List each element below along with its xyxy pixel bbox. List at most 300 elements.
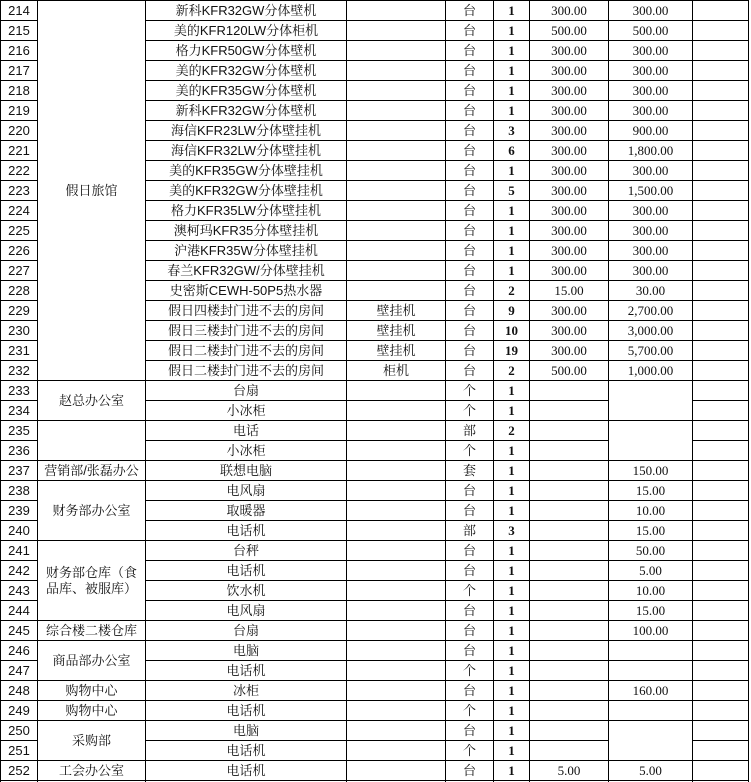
extra-cell[interactable] (693, 301, 749, 321)
qty-cell[interactable]: 1 (494, 261, 530, 281)
extra-cell[interactable] (693, 121, 749, 141)
unit-price-cell[interactable]: 500.00 (530, 361, 609, 381)
type-cell[interactable] (347, 161, 446, 181)
row-number-cell[interactable]: 214 (1, 1, 38, 21)
qty-cell[interactable]: 1 (494, 221, 530, 241)
unit-price-cell[interactable]: 300.00 (530, 141, 609, 161)
unit-cell[interactable]: 台 (446, 361, 494, 381)
row-number-cell[interactable]: 216 (1, 41, 38, 61)
unit-cell[interactable]: 个 (446, 381, 494, 401)
unit-price-cell[interactable]: 300.00 (530, 221, 609, 241)
total-cell[interactable]: 300.00 (609, 1, 693, 21)
total-cell[interactable]: 300.00 (609, 241, 693, 261)
type-cell[interactable] (347, 121, 446, 141)
extra-cell[interactable] (693, 441, 749, 461)
unit-price-cell[interactable] (530, 461, 609, 481)
type-cell[interactable] (347, 401, 446, 421)
item-cell[interactable]: 电风扇 (146, 481, 347, 501)
qty-cell[interactable]: 2 (494, 421, 530, 441)
total-cell[interactable]: 50.00 (609, 541, 693, 561)
extra-cell[interactable] (693, 681, 749, 701)
item-cell[interactable]: 电脑 (146, 721, 347, 741)
row-number-cell[interactable]: 221 (1, 141, 38, 161)
item-cell[interactable]: 海信KFR32LW分体壁挂机 (146, 141, 347, 161)
item-cell[interactable]: 史密斯CEWH-50P5热水器 (146, 281, 347, 301)
unit-price-cell[interactable]: 300.00 (530, 61, 609, 81)
unit-price-cell[interactable]: 300.00 (530, 321, 609, 341)
type-cell[interactable]: 壁挂机 (347, 301, 446, 321)
item-cell[interactable]: 电话机 (146, 521, 347, 541)
location-cell[interactable]: 假日旅馆 (38, 1, 146, 381)
unit-cell[interactable]: 部 (446, 521, 494, 541)
extra-cell[interactable] (693, 601, 749, 621)
total-cell[interactable]: 30.00 (609, 281, 693, 301)
type-cell[interactable] (347, 141, 446, 161)
unit-cell[interactable]: 台 (446, 81, 494, 101)
item-cell[interactable]: 取暖器 (146, 501, 347, 521)
unit-price-cell[interactable]: 300.00 (530, 81, 609, 101)
type-cell[interactable] (347, 221, 446, 241)
unit-price-cell[interactable]: 300.00 (530, 1, 609, 21)
row-number-cell[interactable]: 219 (1, 101, 38, 121)
type-cell[interactable] (347, 21, 446, 41)
row-number-cell[interactable]: 215 (1, 21, 38, 41)
unit-cell[interactable]: 台 (446, 221, 494, 241)
row-number-cell[interactable]: 250 (1, 721, 38, 741)
item-cell[interactable]: 电话机 (146, 661, 347, 681)
extra-cell[interactable] (693, 1, 749, 21)
type-cell[interactable]: 柜机 (347, 361, 446, 381)
extra-cell[interactable] (693, 661, 749, 681)
item-cell[interactable]: 假日二楼封门进不去的房间 (146, 341, 347, 361)
qty-cell[interactable]: 10 (494, 321, 530, 341)
unit-cell[interactable]: 台 (446, 201, 494, 221)
item-cell[interactable]: 电脑 (146, 641, 347, 661)
row-number-cell[interactable]: 224 (1, 201, 38, 221)
type-cell[interactable] (347, 761, 446, 781)
total-cell[interactable]: 300.00 (609, 261, 693, 281)
unit-cell[interactable]: 台 (446, 21, 494, 41)
unit-price-cell[interactable]: 5.00 (530, 761, 609, 781)
unit-cell[interactable]: 台 (446, 621, 494, 641)
row-number-cell[interactable]: 237 (1, 461, 38, 481)
total-cell[interactable]: 5,700.00 (609, 341, 693, 361)
unit-cell[interactable]: 个 (446, 661, 494, 681)
extra-cell[interactable] (693, 21, 749, 41)
total-cell[interactable]: 150.00 (609, 461, 693, 481)
row-number-cell[interactable]: 247 (1, 661, 38, 681)
unit-price-cell[interactable]: 300.00 (530, 161, 609, 181)
unit-price-cell[interactable]: 300.00 (530, 101, 609, 121)
row-number-cell[interactable]: 217 (1, 61, 38, 81)
row-number-cell[interactable]: 233 (1, 381, 38, 401)
unit-price-cell[interactable] (530, 721, 609, 741)
unit-price-cell[interactable] (530, 621, 609, 641)
qty-cell[interactable]: 1 (494, 621, 530, 641)
extra-cell[interactable] (693, 161, 749, 181)
extra-cell[interactable] (693, 721, 749, 741)
qty-cell[interactable]: 1 (494, 381, 530, 401)
unit-cell[interactable]: 台 (446, 681, 494, 701)
extra-cell[interactable] (693, 41, 749, 61)
type-cell[interactable]: 壁挂机 (347, 321, 446, 341)
qty-cell[interactable]: 1 (494, 441, 530, 461)
extra-cell[interactable] (693, 361, 749, 381)
qty-cell[interactable]: 1 (494, 101, 530, 121)
item-cell[interactable]: 美的KFR32GW分体壁机 (146, 61, 347, 81)
unit-price-cell[interactable]: 300.00 (530, 181, 609, 201)
type-cell[interactable] (347, 101, 446, 121)
qty-cell[interactable]: 1 (494, 581, 530, 601)
extra-cell[interactable] (693, 461, 749, 481)
unit-cell[interactable]: 台 (446, 181, 494, 201)
qty-cell[interactable]: 3 (494, 521, 530, 541)
type-cell[interactable] (347, 721, 446, 741)
total-cell[interactable] (609, 701, 693, 721)
total-cell[interactable] (609, 421, 693, 461)
unit-price-cell[interactable]: 300.00 (530, 301, 609, 321)
type-cell[interactable] (347, 741, 446, 761)
row-number-cell[interactable]: 244 (1, 601, 38, 621)
row-number-cell[interactable]: 222 (1, 161, 38, 181)
total-cell[interactable] (609, 721, 693, 761)
type-cell[interactable] (347, 41, 446, 61)
qty-cell[interactable]: 1 (494, 601, 530, 621)
item-cell[interactable]: 电话 (146, 421, 347, 441)
extra-cell[interactable] (693, 381, 749, 401)
location-cell[interactable] (38, 421, 146, 461)
extra-cell[interactable] (693, 641, 749, 661)
total-cell[interactable]: 900.00 (609, 121, 693, 141)
type-cell[interactable] (347, 381, 446, 401)
row-number-cell[interactable]: 223 (1, 181, 38, 201)
qty-cell[interactable]: 6 (494, 141, 530, 161)
extra-cell[interactable] (693, 621, 749, 641)
unit-price-cell[interactable]: 300.00 (530, 201, 609, 221)
type-cell[interactable] (347, 621, 446, 641)
item-cell[interactable]: 美的KFR35GW分体壁机 (146, 81, 347, 101)
item-cell[interactable]: 美的KFR32GW分体壁挂机 (146, 181, 347, 201)
item-cell[interactable]: 台扇 (146, 381, 347, 401)
unit-cell[interactable]: 台 (446, 121, 494, 141)
qty-cell[interactable]: 1 (494, 461, 530, 481)
unit-price-cell[interactable] (530, 541, 609, 561)
extra-cell[interactable] (693, 761, 749, 781)
item-cell[interactable]: 电话机 (146, 701, 347, 721)
unit-cell[interactable]: 台 (446, 321, 494, 341)
qty-cell[interactable]: 1 (494, 661, 530, 681)
item-cell[interactable]: 小冰柜 (146, 401, 347, 421)
extra-cell[interactable] (693, 261, 749, 281)
row-number-cell[interactable]: 243 (1, 581, 38, 601)
total-cell[interactable]: 15.00 (609, 521, 693, 541)
extra-cell[interactable] (693, 421, 749, 441)
unit-cell[interactable]: 个 (446, 581, 494, 601)
qty-cell[interactable]: 1 (494, 681, 530, 701)
qty-cell[interactable]: 5 (494, 181, 530, 201)
unit-price-cell[interactable] (530, 501, 609, 521)
item-cell[interactable]: 假日三楼封门进不去的房间 (146, 321, 347, 341)
extra-cell[interactable] (693, 241, 749, 261)
total-cell[interactable]: 15.00 (609, 601, 693, 621)
row-number-cell[interactable]: 235 (1, 421, 38, 441)
row-number-cell[interactable]: 239 (1, 501, 38, 521)
total-cell[interactable]: 5.00 (609, 761, 693, 781)
unit-cell[interactable]: 台 (446, 641, 494, 661)
extra-cell[interactable] (693, 221, 749, 241)
unit-price-cell[interactable] (530, 481, 609, 501)
unit-cell[interactable]: 台 (446, 601, 494, 621)
qty-cell[interactable]: 2 (494, 361, 530, 381)
item-cell[interactable]: 新科KFR32GW分体壁机 (146, 1, 347, 21)
type-cell[interactable] (347, 561, 446, 581)
unit-cell[interactable]: 台 (446, 101, 494, 121)
unit-cell[interactable]: 台 (446, 301, 494, 321)
location-cell[interactable]: 购物中心 (38, 701, 146, 721)
item-cell[interactable]: 联想电脑 (146, 461, 347, 481)
unit-cell[interactable]: 台 (446, 721, 494, 741)
item-cell[interactable]: 春兰KFR32GW/分体壁挂机 (146, 261, 347, 281)
qty-cell[interactable]: 1 (494, 41, 530, 61)
qty-cell[interactable]: 1 (494, 161, 530, 181)
unit-price-cell[interactable] (530, 421, 609, 441)
qty-cell[interactable]: 1 (494, 561, 530, 581)
unit-cell[interactable]: 台 (446, 261, 494, 281)
unit-cell[interactable]: 个 (446, 441, 494, 461)
row-number-cell[interactable]: 227 (1, 261, 38, 281)
row-number-cell[interactable]: 241 (1, 541, 38, 561)
total-cell[interactable]: 15.00 (609, 481, 693, 501)
total-cell[interactable]: 300.00 (609, 81, 693, 101)
location-cell[interactable]: 财务部办公室 (38, 481, 146, 541)
type-cell[interactable] (347, 421, 446, 441)
total-cell[interactable]: 10.00 (609, 581, 693, 601)
unit-cell[interactable]: 台 (446, 161, 494, 181)
row-number-cell[interactable]: 234 (1, 401, 38, 421)
row-number-cell[interactable]: 236 (1, 441, 38, 461)
extra-cell[interactable] (693, 701, 749, 721)
row-number-cell[interactable]: 231 (1, 341, 38, 361)
total-cell[interactable]: 1,000.00 (609, 361, 693, 381)
qty-cell[interactable]: 1 (494, 401, 530, 421)
unit-cell[interactable]: 台 (446, 561, 494, 581)
type-cell[interactable] (347, 261, 446, 281)
total-cell[interactable]: 5.00 (609, 561, 693, 581)
unit-price-cell[interactable]: 300.00 (530, 121, 609, 141)
item-cell[interactable]: 美的KFR120LW分体柜机 (146, 21, 347, 41)
type-cell[interactable] (347, 641, 446, 661)
unit-cell[interactable]: 台 (446, 241, 494, 261)
type-cell[interactable] (347, 441, 446, 461)
total-cell[interactable] (609, 661, 693, 681)
qty-cell[interactable]: 1 (494, 541, 530, 561)
unit-price-cell[interactable] (530, 741, 609, 761)
row-number-cell[interactable]: 248 (1, 681, 38, 701)
unit-price-cell[interactable] (530, 641, 609, 661)
total-cell[interactable]: 100.00 (609, 621, 693, 641)
total-cell[interactable]: 1,800.00 (609, 141, 693, 161)
unit-cell[interactable]: 台 (446, 541, 494, 561)
unit-cell[interactable]: 台 (446, 141, 494, 161)
unit-cell[interactable]: 台 (446, 501, 494, 521)
row-number-cell[interactable]: 242 (1, 561, 38, 581)
type-cell[interactable] (347, 501, 446, 521)
item-cell[interactable]: 台秤 (146, 541, 347, 561)
item-cell[interactable]: 新科KFR32GW分体壁机 (146, 101, 347, 121)
qty-cell[interactable]: 1 (494, 641, 530, 661)
item-cell[interactable]: 冰柜 (146, 681, 347, 701)
qty-cell[interactable]: 1 (494, 61, 530, 81)
row-number-cell[interactable]: 238 (1, 481, 38, 501)
item-cell[interactable]: 海信KFR23LW分体壁挂机 (146, 121, 347, 141)
item-cell[interactable]: 格力KFR50GW分体壁机 (146, 41, 347, 61)
extra-cell[interactable] (693, 581, 749, 601)
type-cell[interactable] (347, 481, 446, 501)
item-cell[interactable]: 沪港KFR35W分体壁挂机 (146, 241, 347, 261)
unit-price-cell[interactable]: 300.00 (530, 261, 609, 281)
unit-cell[interactable]: 个 (446, 401, 494, 421)
row-number-cell[interactable]: 229 (1, 301, 38, 321)
item-cell[interactable]: 格力KFR35LW分体壁挂机 (146, 201, 347, 221)
total-cell[interactable]: 300.00 (609, 41, 693, 61)
row-number-cell[interactable]: 240 (1, 521, 38, 541)
extra-cell[interactable] (693, 101, 749, 121)
row-number-cell[interactable]: 230 (1, 321, 38, 341)
location-cell[interactable]: 工会办公室 (38, 761, 146, 781)
qty-cell[interactable]: 1 (494, 761, 530, 781)
extra-cell[interactable] (693, 541, 749, 561)
unit-price-cell[interactable]: 500.00 (530, 21, 609, 41)
extra-cell[interactable] (693, 561, 749, 581)
type-cell[interactable] (347, 1, 446, 21)
row-number-cell[interactable]: 218 (1, 81, 38, 101)
extra-cell[interactable] (693, 141, 749, 161)
qty-cell[interactable]: 1 (494, 721, 530, 741)
type-cell[interactable] (347, 201, 446, 221)
row-number-cell[interactable]: 246 (1, 641, 38, 661)
type-cell[interactable] (347, 581, 446, 601)
unit-price-cell[interactable]: 15.00 (530, 281, 609, 301)
type-cell[interactable] (347, 461, 446, 481)
item-cell[interactable]: 电话机 (146, 741, 347, 761)
extra-cell[interactable] (693, 521, 749, 541)
total-cell[interactable]: 300.00 (609, 221, 693, 241)
total-cell[interactable] (609, 641, 693, 661)
total-cell[interactable]: 300.00 (609, 161, 693, 181)
unit-price-cell[interactable] (530, 521, 609, 541)
total-cell[interactable]: 300.00 (609, 101, 693, 121)
unit-cell[interactable]: 台 (446, 1, 494, 21)
unit-cell[interactable]: 台 (446, 761, 494, 781)
unit-price-cell[interactable]: 300.00 (530, 41, 609, 61)
qty-cell[interactable]: 1 (494, 1, 530, 21)
type-cell[interactable] (347, 661, 446, 681)
unit-price-cell[interactable] (530, 601, 609, 621)
total-cell[interactable]: 500.00 (609, 21, 693, 41)
location-cell[interactable]: 采购部 (38, 721, 146, 761)
row-number-cell[interactable]: 220 (1, 121, 38, 141)
qty-cell[interactable]: 3 (494, 121, 530, 141)
row-number-cell[interactable]: 225 (1, 221, 38, 241)
qty-cell[interactable]: 1 (494, 501, 530, 521)
row-number-cell[interactable]: 232 (1, 361, 38, 381)
type-cell[interactable] (347, 521, 446, 541)
unit-cell[interactable]: 台 (446, 281, 494, 301)
unit-price-cell[interactable] (530, 401, 609, 421)
total-cell[interactable]: 2,700.00 (609, 301, 693, 321)
type-cell[interactable] (347, 541, 446, 561)
unit-cell[interactable]: 台 (446, 61, 494, 81)
type-cell[interactable] (347, 701, 446, 721)
extra-cell[interactable] (693, 81, 749, 101)
location-cell[interactable]: 赵总办公室 (38, 381, 146, 421)
qty-cell[interactable]: 1 (494, 81, 530, 101)
unit-price-cell[interactable]: 300.00 (530, 241, 609, 261)
extra-cell[interactable] (693, 341, 749, 361)
row-number-cell[interactable]: 245 (1, 621, 38, 641)
total-cell[interactable]: 10.00 (609, 501, 693, 521)
qty-cell[interactable]: 1 (494, 201, 530, 221)
qty-cell[interactable]: 9 (494, 301, 530, 321)
unit-cell[interactable]: 个 (446, 741, 494, 761)
unit-price-cell[interactable] (530, 581, 609, 601)
unit-price-cell[interactable] (530, 381, 609, 401)
type-cell[interactable] (347, 601, 446, 621)
unit-cell[interactable]: 套 (446, 461, 494, 481)
extra-cell[interactable] (693, 61, 749, 81)
total-cell[interactable]: 3,000.00 (609, 321, 693, 341)
item-cell[interactable]: 饮水机 (146, 581, 347, 601)
qty-cell[interactable]: 1 (494, 701, 530, 721)
row-number-cell[interactable]: 251 (1, 741, 38, 761)
qty-cell[interactable]: 1 (494, 21, 530, 41)
item-cell[interactable]: 电话机 (146, 561, 347, 581)
extra-cell[interactable] (693, 401, 749, 421)
row-number-cell[interactable]: 228 (1, 281, 38, 301)
location-cell[interactable]: 综合楼二楼仓库 (38, 621, 146, 641)
item-cell[interactable]: 电风扇 (146, 601, 347, 621)
unit-cell[interactable]: 台 (446, 481, 494, 501)
item-cell[interactable]: 美的KFR35GW分体壁挂机 (146, 161, 347, 181)
item-cell[interactable]: 电话机 (146, 761, 347, 781)
extra-cell[interactable] (693, 501, 749, 521)
qty-cell[interactable]: 1 (494, 741, 530, 761)
total-cell[interactable]: 300.00 (609, 61, 693, 81)
qty-cell[interactable]: 19 (494, 341, 530, 361)
extra-cell[interactable] (693, 481, 749, 501)
item-cell[interactable]: 澳柯玛KFR35分体壁挂机 (146, 221, 347, 241)
qty-cell[interactable]: 1 (494, 481, 530, 501)
type-cell[interactable] (347, 181, 446, 201)
type-cell[interactable] (347, 241, 446, 261)
location-cell[interactable]: 营销部/张磊办公 (38, 461, 146, 481)
item-cell[interactable]: 台扇 (146, 621, 347, 641)
extra-cell[interactable] (693, 281, 749, 301)
unit-cell[interactable]: 台 (446, 341, 494, 361)
extra-cell[interactable] (693, 201, 749, 221)
extra-cell[interactable] (693, 321, 749, 341)
extra-cell[interactable] (693, 741, 749, 761)
unit-cell[interactable]: 台 (446, 41, 494, 61)
unit-price-cell[interactable] (530, 661, 609, 681)
total-cell[interactable]: 300.00 (609, 201, 693, 221)
type-cell[interactable] (347, 81, 446, 101)
unit-price-cell[interactable] (530, 441, 609, 461)
location-cell[interactable]: 商品部办公室 (38, 641, 146, 681)
qty-cell[interactable]: 2 (494, 281, 530, 301)
type-cell[interactable] (347, 61, 446, 81)
unit-price-cell[interactable] (530, 701, 609, 721)
